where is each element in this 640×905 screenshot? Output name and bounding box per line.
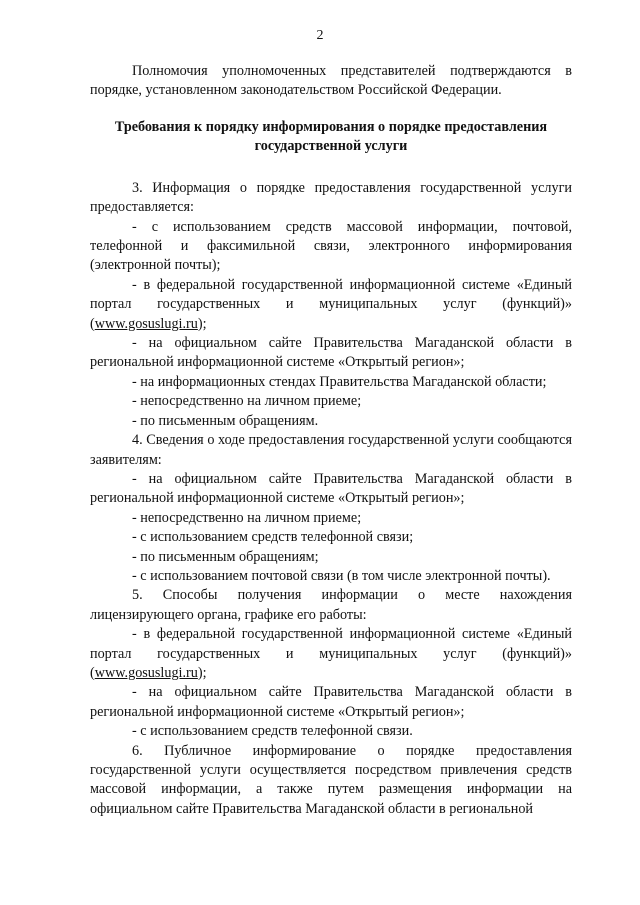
list-item: - в федеральной государственной информационной системе «Единый портал государственных и муниципальных услуг (функций)» (www.gosuslugi.ru); xyxy=(90,626,572,681)
list-item: - по письменным обращениям; xyxy=(132,548,319,565)
list-item: - на официальном сайте Правительства Магаданской области в региональной информационной системе «Открытый регион»; xyxy=(90,684,572,720)
list-item: - с использованием почтовой связи (в том числе электронной почты). xyxy=(132,567,551,584)
list-item: - непосредственно на личном приеме; xyxy=(132,393,362,410)
list-item: - по письменным обращениям. xyxy=(132,412,319,429)
paragraph-5: 5. Способы получения информации о месте нахождения лицензирующего органа, графике его работы: xyxy=(90,587,572,623)
paragraph-6: 6. Публичное информирование о порядке предоставления государственной услуги осуществляется посредством привлечения средств массовой информации, а также путем размещения информации на официальном сайте Правительства Магаданской области в региональной xyxy=(90,742,572,817)
list-item: - с использованием средств массовой информации, почтовой, телефонной и факсимильной связи, электронного информирования (электронной почты); xyxy=(90,218,572,274)
list-item: - в федеральной государственной информационной системе «Единый портал государственных и муниципальных услуг (функций)» (www.gosuslugi.ru); xyxy=(90,276,572,332)
list-item: - с использованием средств телефонной связи. xyxy=(132,723,413,740)
section-heading: Требования к порядку информирования о порядке предоставления государственной услуги xyxy=(114,118,548,154)
list-item: - с использованием средств телефонной связи; xyxy=(132,529,414,546)
paragraph-3: 3. Информация о порядке предоставления государственной услуги предоставляется: xyxy=(90,179,572,216)
list-item: - на официальном сайте Правительства Магаданской области в региональной информационной системе «Открытый регион»; xyxy=(90,470,572,507)
list-item: - на информационных стендах Правительства Магаданской области; xyxy=(132,373,547,390)
document-body xyxy=(90,62,572,819)
page-number: 2 xyxy=(316,28,324,43)
list-item: - непосредственно на личном приеме; xyxy=(132,509,362,526)
paragraph-authority: Полномочия уполномоченных представителей подтверждаются в порядке, установленном законодательством Российской Федерации. xyxy=(90,63,572,99)
gosuslugi-link[interactable]: www.gosuslugi.ru xyxy=(94,664,198,681)
list-item: - на официальном сайте Правительства Магаданской области в региональной информационной системе «Открытый регион»; xyxy=(90,335,572,371)
paragraph-4: 4. Сведения о ходе предоставления государственной услуги сообщаются заявителям: xyxy=(90,432,572,468)
gosuslugi-link[interactable]: www.gosuslugi.ru xyxy=(94,315,198,332)
